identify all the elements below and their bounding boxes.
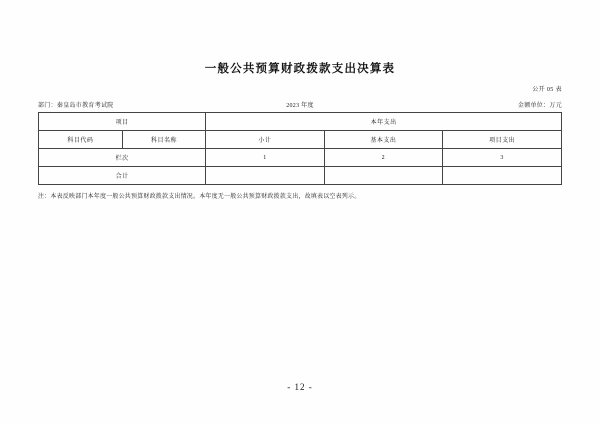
fiscal-year-label: 2023 年度 [286,103,314,109]
header-project-group: 项目 [39,113,206,131]
table-row [39,167,562,185]
form-code-label: 公开 05 表 [532,87,562,93]
row-total-basic [324,167,443,185]
header-col-code: 科目代码 [39,131,123,149]
row-total-project [443,167,562,185]
column-index-label: 栏次 [39,149,206,167]
header-expenditure-group: 本年支出 [206,113,562,131]
header-col-basic: 基本支出 [324,131,443,149]
row-total-subtotal [206,167,324,185]
header-col-subtotal: 小计 [206,131,324,149]
amount-unit-label: 金额单位：万元 [517,103,562,109]
column-index-3: 3 [443,149,562,167]
table-note: 注：本表反映部门本年度一般公共预算财政拨款支出情况。本年度无一般公共预算财政拨款支出，故填表以空表列示。 [38,194,361,200]
page-title: 一般公共预算财政拨款支出决算表 [204,63,396,75]
column-index-2: 2 [324,149,443,167]
column-index-1: 1 [206,149,324,167]
header-col-name: 科目名称 [122,131,206,149]
page-number: - 12 - [287,382,313,392]
table-header-group-row [39,113,562,131]
department-label: 部门： [38,103,57,109]
budget-expenditure-table [38,112,562,185]
column-index-row [39,149,562,167]
row-total-label: 合计 [39,167,206,185]
table-meta-row [38,100,562,110]
table-header-row [39,131,562,149]
header-col-project: 项目支出 [443,131,562,149]
department-name: 秦皇岛市教育考试院 [56,103,114,109]
